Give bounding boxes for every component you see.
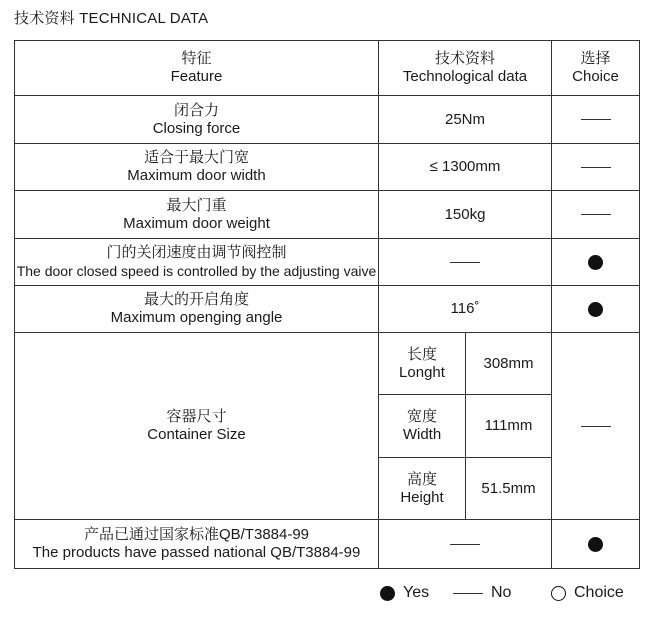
page-title: 技术资料 TECHNICAL DATA xyxy=(14,10,209,27)
legend-choice-label: Choice xyxy=(574,584,624,601)
legend-no-label: No xyxy=(491,584,512,601)
feature-en: Maximum door weight xyxy=(123,214,270,232)
table-row xyxy=(15,96,640,144)
header-data-cn: 技术资料 xyxy=(435,50,496,67)
feature-en: The products have passed national QB/T3884-99 xyxy=(32,544,361,561)
dim-label-en: Longht xyxy=(399,363,445,381)
feature-cn: 门的关闭速度由调节阀控制 xyxy=(106,244,287,261)
header-row xyxy=(15,41,640,96)
dim-value: 51.5mm xyxy=(466,458,552,520)
table-row xyxy=(15,520,640,569)
feature-cell xyxy=(15,144,379,191)
dim-label-cn: 宽度 xyxy=(406,408,437,425)
technical-data-table xyxy=(14,40,640,569)
container-feature-cell xyxy=(15,333,379,520)
header-feature-cn: 特征 xyxy=(181,50,212,67)
data-value xyxy=(379,520,552,569)
data-value: 116˚ xyxy=(379,286,552,333)
data-value xyxy=(379,239,552,286)
header-choice-en: Choice xyxy=(572,68,619,85)
dim-value: 111mm xyxy=(466,395,552,458)
yes-dot-icon xyxy=(588,255,603,270)
feature-cell xyxy=(15,191,379,239)
container-row xyxy=(15,333,640,395)
feature-cell xyxy=(15,96,379,144)
table-row xyxy=(15,144,640,191)
feature-en: Maximum openging angle xyxy=(110,309,283,326)
dim-label-cn: 高度 xyxy=(406,470,437,488)
feature-cell xyxy=(15,239,379,286)
legend-choice xyxy=(551,583,624,603)
header-data-en: Technological data xyxy=(402,68,528,85)
header-feature xyxy=(15,41,379,96)
choice-cell xyxy=(552,239,640,286)
feature-cn: 产品已通过国家标准QB/T3884-99 xyxy=(83,526,310,543)
yes-dot-icon xyxy=(588,302,603,317)
no-dash-icon xyxy=(581,214,611,215)
table-row xyxy=(15,191,640,239)
no-dash-icon xyxy=(581,426,611,427)
table-row xyxy=(15,239,640,286)
feature-cn: 适合于最大门宽 xyxy=(143,149,249,166)
dim-label-en: Height xyxy=(400,488,444,506)
choice-cell xyxy=(552,286,640,333)
container-cn: 容器尺寸 xyxy=(166,408,227,425)
dim-label-cell xyxy=(379,395,466,458)
no-dash-icon xyxy=(453,593,483,594)
choice-cell xyxy=(552,96,640,144)
header-feature-en: Feature xyxy=(170,68,223,85)
legend-no xyxy=(453,583,511,603)
feature-en: The door closed speed is controlled by the adjusting vaive xyxy=(16,263,377,279)
header-choice xyxy=(552,41,640,96)
feature-cn: 闭合力 xyxy=(173,101,219,119)
data-value: 150kg xyxy=(379,191,552,239)
feature-en: Maximum door width xyxy=(127,167,266,184)
table-row xyxy=(15,286,640,333)
choice-cell xyxy=(552,191,640,239)
dim-label-cell xyxy=(379,333,466,395)
dim-value: 308mm xyxy=(466,333,552,395)
data-value: 25Nm xyxy=(379,96,552,144)
dim-label-cn: 长度 xyxy=(406,345,437,363)
yes-dot-icon xyxy=(380,586,395,601)
empty-dash-icon xyxy=(450,544,480,545)
feature-cell xyxy=(15,286,379,333)
choice-circle-icon xyxy=(551,586,566,601)
choice-cell xyxy=(552,333,640,520)
feature-cn: 最大门重 xyxy=(166,196,227,214)
choice-cell xyxy=(552,144,640,191)
legend-yes xyxy=(380,583,429,603)
header-data xyxy=(379,41,552,96)
container-en: Container Size xyxy=(147,426,246,443)
no-dash-icon xyxy=(581,167,611,168)
feature-en: Closing force xyxy=(152,119,241,137)
choice-cell xyxy=(552,520,640,569)
feature-cn: 最大的开启角度 xyxy=(143,291,249,308)
feature-cell xyxy=(15,520,379,569)
yes-dot-icon xyxy=(588,537,603,552)
empty-dash-icon xyxy=(450,262,480,263)
dim-label-cell xyxy=(379,458,466,520)
data-value: ≤ 1300mm xyxy=(379,144,552,191)
no-dash-icon xyxy=(581,119,611,120)
header-choice-cn: 选择 xyxy=(580,50,611,67)
dim-label-en: Width xyxy=(402,426,442,443)
legend-yes-label: Yes xyxy=(403,584,430,601)
